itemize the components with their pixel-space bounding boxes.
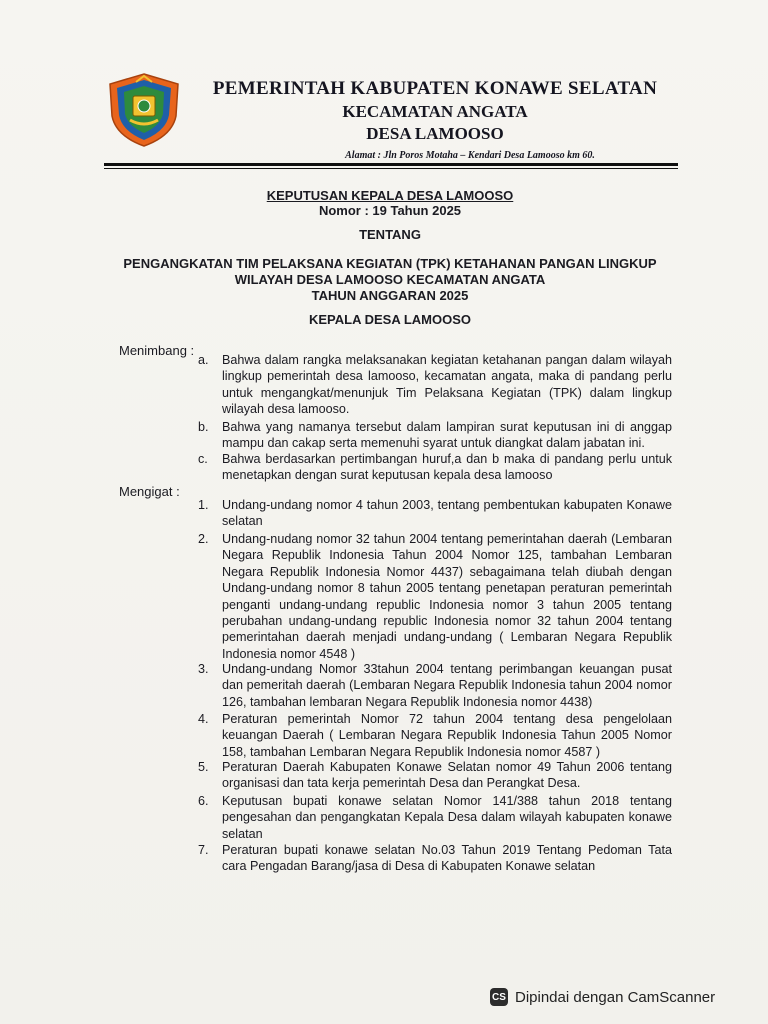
letterhead bbox=[200, 78, 670, 163]
mengingat-item bbox=[198, 531, 672, 662]
item-text: Peraturan pemerintah Nomor 72 tahun 2004 tentang desa pengelolaan keuangan Daerah ( Lembaran Negara Republik Indonesia Tahun 2005 Nomor 158, tambahan Lembaran Negara Republik Indonesia nomor 4587 ) bbox=[222, 712, 672, 759]
decree-subject-line: TAHUN ANGGARAN 2025 bbox=[311, 288, 469, 303]
mengingat-item bbox=[198, 497, 672, 530]
item-marker: a. bbox=[198, 353, 209, 367]
menimbang-item bbox=[198, 352, 672, 418]
mengingat-item bbox=[198, 711, 672, 760]
item-text: Undang-nudang nomor 32 tahun 2004 tentang pemerintahan daerah (Lembaran Negara Republik Indonesia Tahun 2004 Nomor 125, tambahan Lembaran Negara Republik Indonesia Nomor 4437) sebagaimana telah diubah dengan Undang-undang nomor 8 tahun 2005 tentang penetapan peraturan pemerintah penganti undang-undang republic Indonesia nomor 3 tahun 2005 tentang perubahan undang-undang republic Indonesia nomor 32 tahun 2004 tentang pemerintahan daerah menjadi undang-undang ( Lembaran Negara Republik Indonesia nomor 4548 ) bbox=[222, 532, 672, 661]
letterhead-rule-thin bbox=[104, 168, 678, 169]
letterhead-address: Alamat : Jln Poros Motaha – Kendari Desa Lamooso km 60. bbox=[345, 150, 595, 161]
item-marker: c. bbox=[198, 452, 208, 466]
decree-subject-line: PENGANGKATAN TIM PELAKSANA KEGIATAN (TPK) KETAHANAN PANGAN LINGKUP bbox=[123, 256, 657, 271]
item-text: Peraturan bupati konawe selatan No.03 Tahun 2019 Tentang Pedoman Tata cara Pengadan Barang/jasa di Desa di Kabupaten Konawe selatan bbox=[222, 843, 672, 874]
mengingat-item bbox=[198, 759, 672, 792]
letterhead-line3: DESA LAMOOSO bbox=[366, 124, 504, 143]
decree-subject bbox=[100, 256, 680, 304]
camscanner-watermark bbox=[490, 988, 715, 1006]
item-text: Bahwa berdasarkan pertimbangan huruf,a dan b maka di pandang perlu untuk menetapkan dengan surat keputusan kepala desa lamooso bbox=[222, 452, 672, 483]
item-text: Keputusan bupati konawe selatan Nomor 141/388 tahun 2018 tentang pengesahan dan pengangkatan Kepala Desa dalam wilayah kabupaten konawe selatan bbox=[222, 794, 672, 841]
item-marker: 3. bbox=[198, 662, 209, 676]
decree-number: Nomor : 19 Tahun 2025 bbox=[318, 203, 462, 218]
mengingat-item bbox=[198, 842, 672, 875]
menimbang-item bbox=[198, 451, 672, 484]
item-text: Undang-undang Nomor 33tahun 2004 tentang perimbangan keuangan pusat dan pemeritah daerah (Lembaran Negara Republik Indonesia tahun 2004 nomor 126, tambahan lembaran Negara Republik Indonesia nomor 4438) bbox=[222, 662, 672, 709]
mengingat-item bbox=[198, 793, 672, 842]
item-marker: 4. bbox=[198, 712, 209, 726]
decree-subject-line: WILAYAH DESA LAMOOSO KECAMATAN ANGATA bbox=[234, 272, 546, 287]
menimbang-item bbox=[198, 419, 672, 452]
item-marker: 2. bbox=[198, 532, 209, 546]
decree-title: KEPUTUSAN KEPALA DESA LAMOOSO bbox=[266, 188, 514, 203]
item-marker: 6. bbox=[198, 794, 209, 808]
mengingat-label: Mengigat : bbox=[119, 484, 180, 499]
decree-official: KEPALA DESA LAMOOSO bbox=[308, 312, 472, 327]
letterhead-line1: PEMERINTAH KABUPATEN KONAWE SELATAN bbox=[212, 78, 658, 99]
camscanner-logo-icon: CS bbox=[490, 988, 508, 1006]
item-text: Peraturan Daerah Kabupaten Konawe Selatan nomor 49 Tahun 2006 tentang organisasi dan tata kerja pemerintah Desa dan Perangkat Desa. bbox=[222, 760, 672, 791]
decree-about: TENTANG bbox=[359, 227, 421, 242]
item-marker: 1. bbox=[198, 498, 209, 512]
item-text: Bahwa dalam rangka melaksanakan kegiatan ketahanan pangan dalam wilayah lingkup pemerintah desa lamooso, kecamatan angata, maka di pandang perlu untuk mengangkat/menunjuk Tim Pelaksana Kegiatan (TPK) dalam lingkup wilayah desa lamooso. bbox=[222, 353, 672, 417]
letterhead-line2: KECAMATAN ANGATA bbox=[342, 102, 528, 121]
item-text: Bahwa yang namanya tersebut dalam lampiran surat keputusan ini di anggap mampu dan cakap serta memenuhi syarat untuk diangkat dalam jabatan ini. bbox=[222, 420, 672, 451]
mengingat-item bbox=[198, 661, 672, 710]
menimbang-label: Menimbang : bbox=[119, 343, 195, 358]
item-marker: 7. bbox=[198, 843, 209, 857]
regency-emblem-icon bbox=[106, 72, 182, 148]
camscanner-text: Dipindai dengan CamScanner bbox=[515, 988, 716, 1006]
item-text: Undang-undang nomor 4 tahun 2003, tentang pembentukan kabupaten Konawe selatan bbox=[222, 498, 672, 529]
item-marker: 5. bbox=[198, 760, 209, 774]
letterhead-rule-thick bbox=[104, 163, 678, 166]
item-marker: b. bbox=[198, 420, 209, 434]
